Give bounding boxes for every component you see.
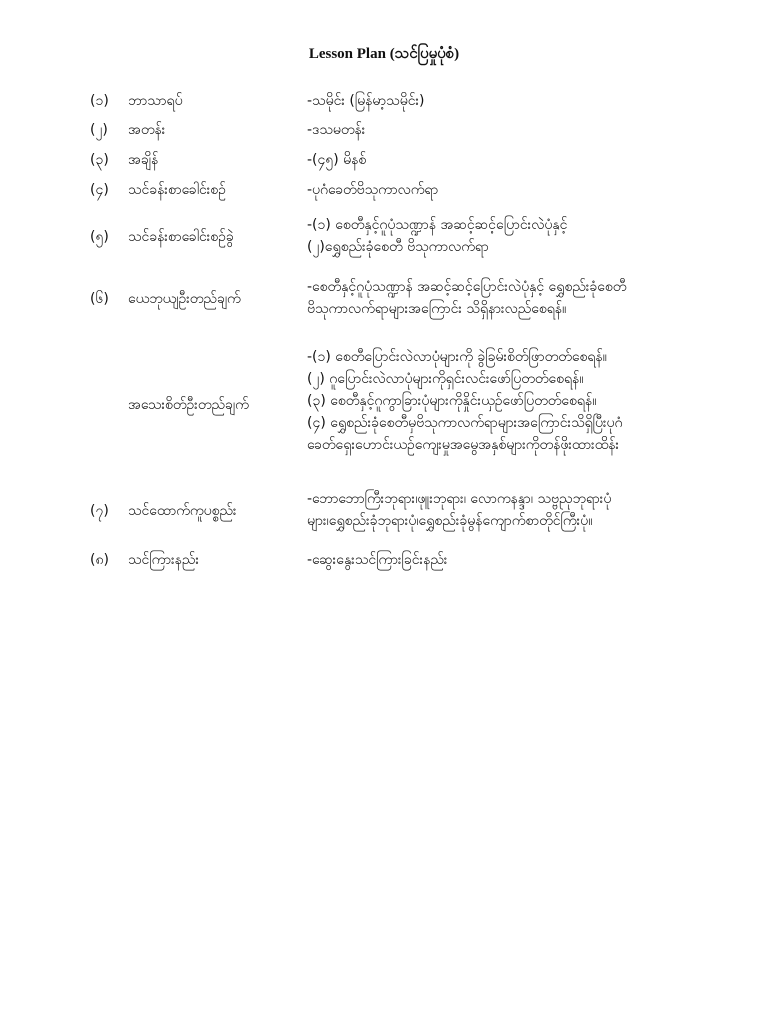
row-label: သင်ခန်းစာခေါင်းစဉ် — [128, 182, 226, 198]
row-number: (၅) — [90, 229, 109, 245]
row-label: သင်ထောက်ကူပစ္စည်း — [128, 503, 237, 519]
row-value: -(၄၅) မိနစ် — [307, 152, 367, 168]
row-value: -ဆွေးနွေးသင်ကြားခြင်းနည်း — [307, 552, 448, 568]
row-value: -(၁) စေတီနှင့်ဂူပုံသဏ္ဍာန် အဆင့်ဆင့်ပြောင်းလဲပုံနှင့် (၂)ရွှေစည်းခုံစေတီ ဗိသုကာလက်ရာ — [307, 217, 568, 255]
row-value: -ဒသမတန်း — [307, 122, 366, 138]
row-value: -(၁) စေတီပြောင်းလဲလာပုံများကို ခွဲခြမ်းစိတ်ဖြာတတ်စေရန်။ (၂) ဂူပြောင်းလဲလာပုံများကိုရှင်းလင်းဖော်ပြတတ်စေရန်။ (၃) စေတီနှင့်ဂူကွာခြားပုံများကိုနှိုင်းယှဉ်ဖော်ပြတတ်စေရန်။ (၄) ရွှေစည်းခုံစေတီမှဗိသုကာလက်ရာများအကြောင်းသိရှိပြီးပုဂံ ခေတ်ရှေးဟောင်းယဉ်ကျေးမှုအမွေအနှစ်များကိုတန်ဖိုးထားထိန်း — [307, 349, 623, 453]
row-value: -စေတီနှင့်ဂူပုံသဏ္ဍာန် အဆင့်ဆင့်ပြောင်းလဲပုံနှင့် ရွှေစည်းခုံစေတီ ဗိသုကာလက်ရာများအကြောင်း သိရှိနားလည်စေရန်။ — [307, 279, 627, 317]
row-number: (၂) — [90, 122, 108, 138]
row-number: (၁) — [90, 93, 109, 109]
row-label: သင်ကြားနည်း — [128, 552, 199, 568]
row-label: ဘာသာရပ် — [128, 93, 183, 109]
row-label: သင်ခန်းစာခေါင်းစဉ်ခွဲ — [128, 229, 234, 245]
row-number: (၈) — [90, 552, 109, 568]
row-value: -ဘောဘောကြီးဘုရား၊ဖုူးဘုရား၊ လောကနန္ဒာ၊ သဗ္ဗညုဘုရားပုံ များ၊ရွှေစည်းခုံဘုရားပုံ၊ရွှေစည်းခုံမွန်ကျောက်စာတိုင်ကြီးပုံ။ — [307, 491, 612, 529]
page-title: Lesson Plan (သင်ပြမှုပုံစံ) — [308, 46, 460, 62]
row-number: (၆) — [90, 291, 109, 307]
row-value: -ပုဂံခေတ်ဗိသုကာလက်ရာ — [307, 182, 439, 198]
row-number: (၇) — [90, 503, 109, 519]
row-number: (၃) — [90, 152, 109, 168]
row-value: -သမိုင်း (မြန်မာ့သမိုင်း) — [307, 93, 425, 109]
row-label: အတန်း — [128, 122, 166, 138]
row-label: အသေးစိတ်ဦးတည်ချက် — [128, 397, 249, 413]
row-label: ယေဘုယျဦးတည်ချက် — [128, 291, 241, 307]
row-number: (၄) — [90, 182, 109, 198]
row-label: အချိန် — [128, 152, 159, 168]
